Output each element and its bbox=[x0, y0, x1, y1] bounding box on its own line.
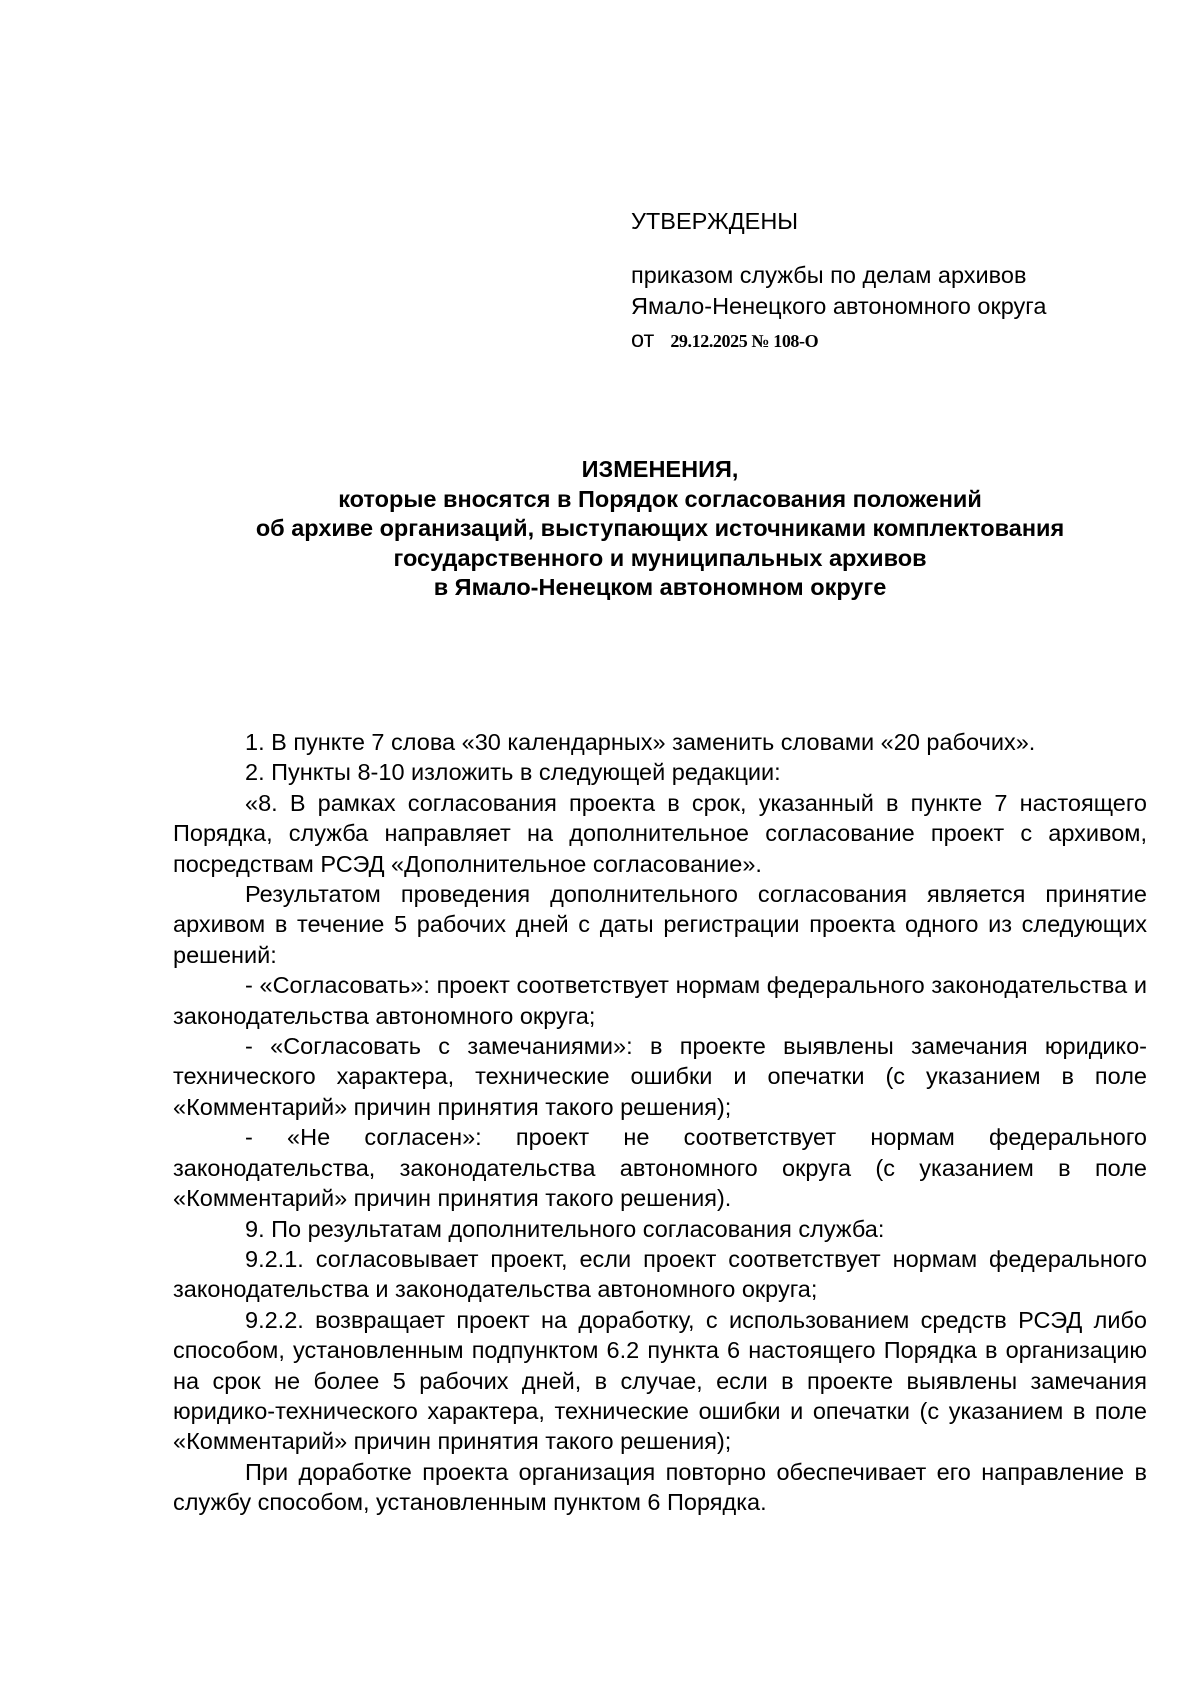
paragraph-3: «8. В рамках согласования проекта в срок, указанный в пункте 7 настоящего Порядка, служба направляет на дополнительное согласование проект с архивом, посредствам РСЭД «Дополнительное согласование». bbox=[173, 789, 1147, 877]
paragraph-9: 9.2.1. согласовывает проект, если проект соответствует нормам федерального законодательства и законодательства автономного округа; bbox=[173, 1245, 1147, 1303]
approval-order-line: приказом службы по делам архивов bbox=[631, 262, 1027, 288]
approval-date-value: 29.12.2025 № 108-О bbox=[670, 331, 819, 351]
paragraph-1: 1. В пункте 7 слова «30 календарных» заменить словами «20 рабочих». bbox=[245, 729, 1036, 755]
approval-stamp bbox=[631, 206, 1171, 357]
document-title bbox=[100, 455, 1200, 603]
title-heading: ИЗМЕНЕНИЯ, bbox=[581, 456, 739, 482]
paragraph-5: - «Согласовать»: проект соответствует нормам федерального законодательства и законодательства автономного округа; bbox=[173, 972, 1147, 1029]
approval-heading: УТВЕРЖДЕНЫ bbox=[631, 208, 799, 234]
title-line-1: которые вносятся в Порядок согласования положений bbox=[338, 485, 982, 512]
paragraph-4: Результатом проведения дополнительного согласования является принятие архивом в течение 5 рабочих дней с даты регистрации проекта одного из следующих решений: bbox=[173, 881, 1147, 968]
document-body bbox=[173, 727, 1147, 1518]
approval-region-line: Ямало-Ненецкого автономного округа bbox=[631, 293, 1047, 319]
paragraph-2: 2. Пункты 8-10 изложить в следующей редакции: bbox=[245, 759, 781, 786]
title-line-3: государственного и муниципальных архивов bbox=[393, 544, 927, 571]
title-line-4: в Ямало-Ненецком автономном округе bbox=[433, 574, 887, 600]
paragraph-7: - «Не согласен»: проект не соответствует нормам федерального законодательства, законодательства автономного округа (с указанием в поле «Комментарий» причин принятия такого решения). bbox=[173, 1124, 1147, 1212]
title-line-2: об архиве организаций, выступающих источниками комплектования bbox=[255, 515, 1065, 541]
approval-date-line bbox=[631, 324, 1171, 357]
paragraph-8: 9. По результатам дополнительного согласования служба: bbox=[245, 1215, 885, 1242]
paragraph-6: - «Согласовать с замечаниями»: в проекте выявлены замечания юридико-технического характера, технические ошибки и опечатки (с указанием в поле «Комментарий» причин принятия такого решения); bbox=[173, 1033, 1147, 1120]
paragraph-10: 9.2.2. возвращает проект на доработку, с использованием средств РСЭД либо способом, установленным подпунктом 6.2 пункта 6 настоящего Порядка в организацию на срок не более 5 рабочих дней, в случае, если в проекте выявлены замечания юридико-технического характера, технические ошибки и опечатки (с указанием в поле «Комментарий» причин принятия такого решения); bbox=[173, 1306, 1147, 1455]
approval-date-prefix: от bbox=[631, 326, 655, 352]
paragraph-11: При доработке проекта организация повторно обеспечивает его направление в службу способом, установленным пунктом 6 Порядка. bbox=[173, 1458, 1147, 1516]
